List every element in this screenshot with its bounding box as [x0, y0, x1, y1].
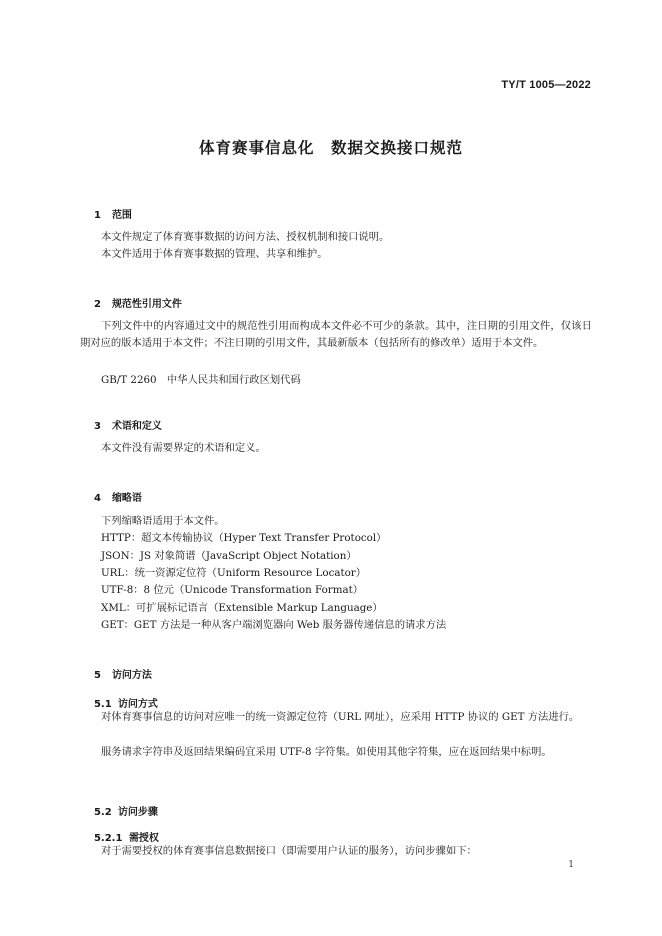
section-1-paragraph-1: 本文件规定了体育赛事数据的访问方法、授权机制和接口说明。 [101, 231, 390, 243]
section-5-1-paragraph-1: 对体育赛事信息的访问对应唯一的统一资源定位符（URL 网址），应采用 HTTP 协议的 GET 方法进行。 [101, 711, 580, 723]
section-5-2-1-paragraph: 对于需要授权的体育赛事信息数据接口（即需要用户认证的服务），访问步骤如下： [101, 845, 477, 857]
section-title: 范围 [111, 210, 132, 221]
standard-code: TY/T 1005—2022 [501, 79, 591, 91]
section-title: 术语和定义 [111, 421, 162, 432]
section-5-1-paragraph-2: 服务请求字符串及返回结果编码宜采用 UTF-8 字符集。如使用其他字符集，应在返回结果中标明。 [101, 746, 552, 758]
section-heading-2 [80, 284, 182, 321]
abbreviation-item: GET：GET 方法是一种从客户端浏览器向 Web 服务器传递信息的请求方法 [101, 619, 447, 631]
section-title: 访问步骤 [117, 807, 158, 818]
document-title: 体育赛事信息化 数据交换接口规范 [198, 139, 463, 157]
abbreviation-item: UTF-8：8 位元（Unicode Transformation Format） [101, 584, 364, 596]
section-title: 访问方式 [117, 699, 158, 710]
page-number: 1 [568, 860, 574, 870]
section-1-paragraph-2: 本文件适用于体育赛事数据的管理、共享和维护。 [101, 248, 328, 260]
normative-reference: GB/T 2260 中华人民共和国行政区划代码 [101, 374, 301, 386]
section-number: 5.2.1 [93, 833, 123, 844]
section-number: 3 [93, 421, 101, 432]
section-3-paragraph: 本文件没有需要界定的术语和定义。 [101, 442, 266, 454]
abbreviation-item: HTTP：超文本传输协议（Hyper Text Transfer Protocol） [101, 532, 387, 544]
section-heading-4 [80, 478, 142, 515]
abbreviation-item: JSON：JS 对象简谱（JavaScript Object Notation） [101, 550, 357, 562]
section-2-paragraph: 下列文件中的内容通过文中的规范性引用而构成本文件必不可少的条款。其中，注日期的引用文件，仅该日期对应的版本适用于本文件；不注日期的引用文件，其最新版本（包括所有的修改单）适用于本文件。 [80, 320, 592, 350]
abbreviation-item: URL：统一资源定位符（Uniform Resource Locator） [101, 567, 367, 579]
section-title: 访问方法 [111, 670, 152, 681]
section-title: 缩略语 [111, 493, 142, 504]
section-heading-1 [80, 195, 132, 232]
section-heading-3 [80, 406, 162, 443]
section-number: 5.2 [93, 807, 112, 818]
section-title: 规范性引用文件 [111, 299, 182, 310]
section-number: 2 [93, 299, 101, 310]
abbreviation-intro: 下列缩略语适用于本文件。 [101, 515, 225, 527]
section-number: 4 [93, 493, 101, 504]
section-title: 需授权 [128, 833, 159, 844]
abbreviation-item: XML：可扩展标记语言（Extensible Markup Language） [101, 602, 383, 614]
section-number: 5 [93, 670, 101, 681]
section-number: 1 [93, 210, 101, 221]
section-number: 5.1 [93, 699, 112, 710]
